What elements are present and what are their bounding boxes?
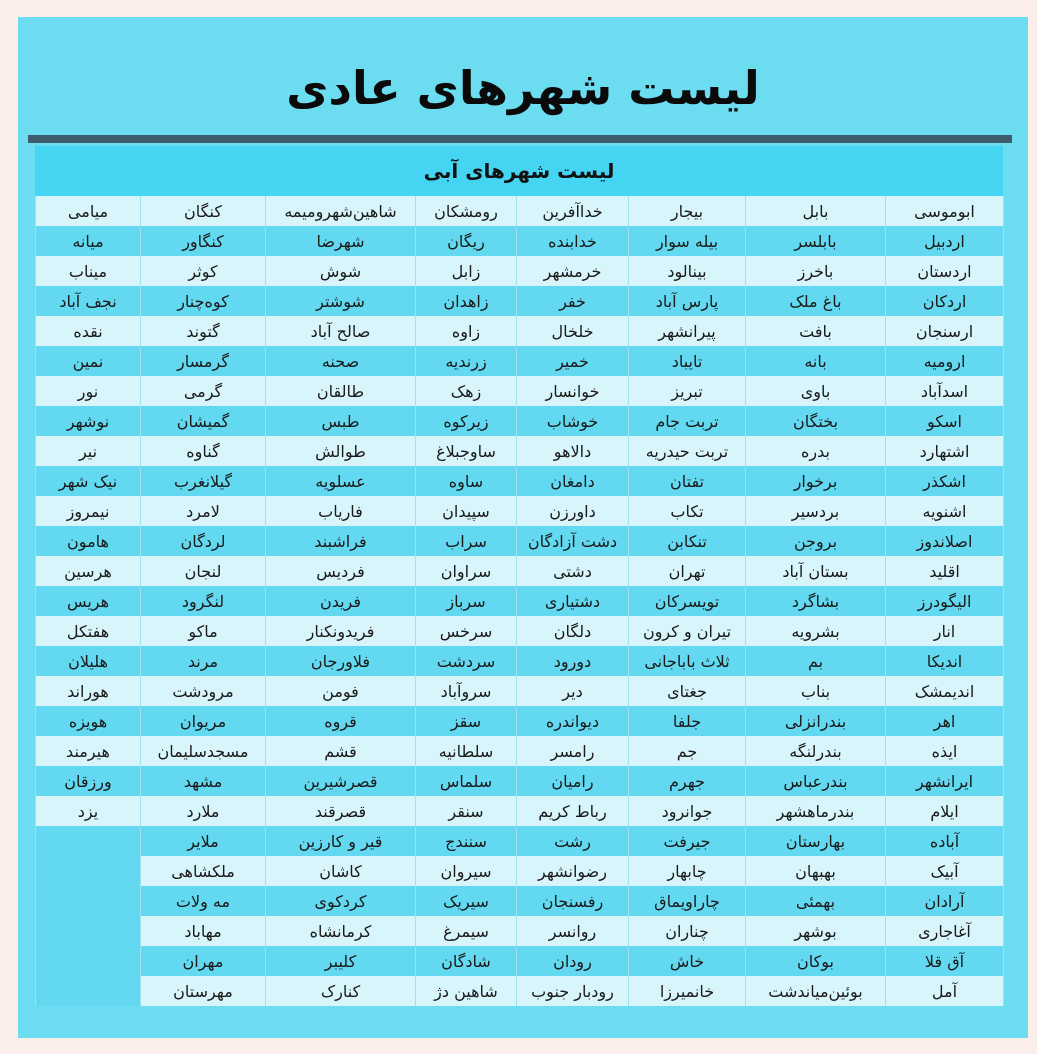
city-cell: شوشتر — [266, 286, 416, 316]
city-cell: رامسر — [517, 736, 629, 766]
city-cell: هامون — [36, 526, 141, 556]
city-cell: بستان آباد — [746, 556, 886, 586]
table-row — [36, 706, 1004, 736]
table-row — [36, 736, 1004, 766]
city-cell: پارس آباد — [629, 286, 746, 316]
city-cell: اسدآباد — [886, 376, 1004, 406]
city-cell: سلماس — [416, 766, 517, 796]
city-cell: فریدن — [266, 586, 416, 616]
city-cell: سیریک — [416, 886, 517, 916]
city-cell: رامیان — [517, 766, 629, 796]
city-cell: طالقان — [266, 376, 416, 406]
city-cell: خلخال — [517, 316, 629, 346]
city-cell: فریدونکنار — [266, 616, 416, 646]
city-cell: ورزقان — [36, 766, 141, 796]
city-cell — [36, 856, 141, 886]
city-cell: آرادان — [886, 886, 1004, 916]
city-cell: سراوان — [416, 556, 517, 586]
city-cell: رودان — [517, 946, 629, 976]
city-cell: دشت آزادگان — [517, 526, 629, 556]
city-cell: رضوانشهر — [517, 856, 629, 886]
city-cell: هیرمند — [36, 736, 141, 766]
city-cell: اقلید — [886, 556, 1004, 586]
table-row — [36, 376, 1004, 406]
table-row — [36, 676, 1004, 706]
city-cell: بشاگرد — [746, 586, 886, 616]
table-row — [36, 856, 1004, 886]
city-cell: هویزه — [36, 706, 141, 736]
city-cell: برخوار — [746, 466, 886, 496]
table-row — [36, 346, 1004, 376]
table-row — [36, 616, 1004, 646]
city-cell: اصلاندوز — [886, 526, 1004, 556]
city-cell: خوشاب — [517, 406, 629, 436]
city-cell: بهمئی — [746, 886, 886, 916]
city-cell: بیجار — [629, 196, 746, 226]
city-cell: ماکو — [141, 616, 266, 646]
city-cell: بندرماهشهر — [746, 796, 886, 826]
city-cell: آغاجاری — [886, 916, 1004, 946]
city-cell: خدابنده — [517, 226, 629, 256]
table-row — [36, 976, 1004, 1006]
city-cell: زهک — [416, 376, 517, 406]
city-cell — [36, 826, 141, 856]
city-cell: دیواندره — [517, 706, 629, 736]
city-cell: انار — [886, 616, 1004, 646]
city-cell: پیرانشهر — [629, 316, 746, 346]
city-cell: تفتان — [629, 466, 746, 496]
city-cell: نجف آباد — [36, 286, 141, 316]
city-cell: بناب — [746, 676, 886, 706]
city-cell: زرندیه — [416, 346, 517, 376]
city-cell: سقز — [416, 706, 517, 736]
city-cell: میانه — [36, 226, 141, 256]
city-cell: نقده — [36, 316, 141, 346]
city-cell: نیر — [36, 436, 141, 466]
table-row — [36, 946, 1004, 976]
city-cell — [36, 976, 141, 1006]
table-row — [36, 916, 1004, 946]
table-row — [36, 196, 1004, 226]
city-cell: قروه — [266, 706, 416, 736]
city-cell: سنقر — [416, 796, 517, 826]
city-cell: جغتای — [629, 676, 746, 706]
city-cell: میامی — [36, 196, 141, 226]
city-cell: چناران — [629, 916, 746, 946]
city-cell: رباط کریم — [517, 796, 629, 826]
city-cell: هوراند — [36, 676, 141, 706]
city-cell: سلطانیه — [416, 736, 517, 766]
city-cell — [36, 946, 141, 976]
city-cell: کنگاور — [141, 226, 266, 256]
city-cell: ابوموسی — [886, 196, 1004, 226]
city-cell: بشرویه — [746, 616, 886, 646]
city-cell: لنجان — [141, 556, 266, 586]
city-cell: سرباز — [416, 586, 517, 616]
table-row — [36, 646, 1004, 676]
city-cell: داورزن — [517, 496, 629, 526]
table-row — [36, 556, 1004, 586]
table-row — [36, 526, 1004, 556]
city-cell: تویسرکان — [629, 586, 746, 616]
city-table-section — [35, 146, 1003, 1006]
city-cell: مهرستان — [141, 976, 266, 1006]
city-cell: مهران — [141, 946, 266, 976]
city-cell: ایذه — [886, 736, 1004, 766]
city-cell: کاشان — [266, 856, 416, 886]
city-cell: گرمی — [141, 376, 266, 406]
city-cell: بوئین‌میاندشت — [746, 976, 886, 1006]
table-row — [36, 886, 1004, 916]
city-cell: جیرفت — [629, 826, 746, 856]
city-cell: ملکشاهی — [141, 856, 266, 886]
city-cell: زابل — [416, 256, 517, 286]
city-cell: مه ولات — [141, 886, 266, 916]
city-cell: ارسنجان — [886, 316, 1004, 346]
table-row — [36, 796, 1004, 826]
city-cell: رفسنجان — [517, 886, 629, 916]
city-cell: ایلام — [886, 796, 1004, 826]
table-title: لیست شهرهای آبی — [35, 146, 1003, 196]
city-cell: فراشبند — [266, 526, 416, 556]
city-cell: صالح آباد — [266, 316, 416, 346]
city-cell: سرخس — [416, 616, 517, 646]
city-cell: اردکان — [886, 286, 1004, 316]
city-cell: باغ ملک — [746, 286, 886, 316]
city-cell: بابل — [746, 196, 886, 226]
city-cell: تربت حیدریه — [629, 436, 746, 466]
city-cell: بختگان — [746, 406, 886, 436]
city-cell: فاریاب — [266, 496, 416, 526]
table-row — [36, 286, 1004, 316]
city-cell: نمین — [36, 346, 141, 376]
city-cell: رومشکان — [416, 196, 517, 226]
city-cell: باخرز — [746, 256, 886, 286]
city-cell: خمیر — [517, 346, 629, 376]
city-cell: سنندج — [416, 826, 517, 856]
city-cell: رودبار جنوب — [517, 976, 629, 1006]
city-cell: جلفا — [629, 706, 746, 736]
city-cell: شوش — [266, 256, 416, 286]
city-cell: آبیک — [886, 856, 1004, 886]
city-cell: اهر — [886, 706, 1004, 736]
city-cell: گیلانغرب — [141, 466, 266, 496]
city-cell: تایباد — [629, 346, 746, 376]
city-cell: ریگان — [416, 226, 517, 256]
city-cell: سپیدان — [416, 496, 517, 526]
city-cell: تربت جام — [629, 406, 746, 436]
city-cell: جهرم — [629, 766, 746, 796]
table-row — [36, 256, 1004, 286]
table-row — [36, 766, 1004, 796]
city-cell: یزد — [36, 796, 141, 826]
city-cell: مسجدسلیمان — [141, 736, 266, 766]
city-cell: لنگرود — [141, 586, 266, 616]
city-cell: لامرد — [141, 496, 266, 526]
city-cell: نیک شهر — [36, 466, 141, 496]
city-cell: سردشت — [416, 646, 517, 676]
city-cell: کوه‌چنار — [141, 286, 266, 316]
city-cell: اردبیل — [886, 226, 1004, 256]
city-cell: خوانسار — [517, 376, 629, 406]
city-cell: شاهین‌شهرومیمه — [266, 196, 416, 226]
city-cell: نوشهر — [36, 406, 141, 436]
city-cell: دامغان — [517, 466, 629, 496]
city-cell: اندیکا — [886, 646, 1004, 676]
city-cell: هفتکل — [36, 616, 141, 646]
city-cell: شاهین دژ — [416, 976, 517, 1006]
city-cell: ساوه — [416, 466, 517, 496]
city-cell: ایرانشهر — [886, 766, 1004, 796]
city-cell: بروجن — [746, 526, 886, 556]
city-cell — [36, 886, 141, 916]
city-cell: چاراویماق — [629, 886, 746, 916]
city-cell: زاوه — [416, 316, 517, 346]
city-cell: خفر — [517, 286, 629, 316]
city-cell: چابهار — [629, 856, 746, 886]
city-cell: بافت — [746, 316, 886, 346]
city-cell: کنارک — [266, 976, 416, 1006]
city-cell: هرسین — [36, 556, 141, 586]
city-cell: زیرکوه — [416, 406, 517, 436]
city-cell: کردکوی — [266, 886, 416, 916]
table-row — [36, 496, 1004, 526]
city-cell: سیروان — [416, 856, 517, 886]
city-cell: ساوجبلاغ — [416, 436, 517, 466]
city-table-body — [36, 196, 1004, 1006]
city-cell: دشتی — [517, 556, 629, 586]
table-row — [36, 826, 1004, 856]
city-cell: تکاب — [629, 496, 746, 526]
city-cell: بم — [746, 646, 886, 676]
city-cell: مرند — [141, 646, 266, 676]
city-cell: ملارد — [141, 796, 266, 826]
city-cell: بندرانزلی — [746, 706, 886, 736]
city-cell: هلیلان — [36, 646, 141, 676]
city-cell — [36, 916, 141, 946]
table-row — [36, 436, 1004, 466]
city-cell: هریس — [36, 586, 141, 616]
city-cell: دیر — [517, 676, 629, 706]
city-cell: خداآفرین — [517, 196, 629, 226]
city-cell: بابلسر — [746, 226, 886, 256]
city-cell: کنگان — [141, 196, 266, 226]
city-cell: عسلویه — [266, 466, 416, 496]
city-cell: بندرعباس — [746, 766, 886, 796]
city-cell: سروآباد — [416, 676, 517, 706]
city-cell: ثلاث باباجانی — [629, 646, 746, 676]
city-cell: فومن — [266, 676, 416, 706]
table-row — [36, 406, 1004, 436]
table-row — [36, 586, 1004, 616]
city-cell: آق قلا — [886, 946, 1004, 976]
city-cell: تنکابن — [629, 526, 746, 556]
city-cell: تیران و کرون — [629, 616, 746, 646]
city-cell: بانه — [746, 346, 886, 376]
city-cell: خانمیرزا — [629, 976, 746, 1006]
city-cell: طوالش — [266, 436, 416, 466]
city-list-card — [18, 17, 1028, 1038]
city-cell: شادگان — [416, 946, 517, 976]
city-cell: مرودشت — [141, 676, 266, 706]
city-cell: جوانرود — [629, 796, 746, 826]
city-table — [35, 196, 1004, 1006]
city-cell: لردگان — [141, 526, 266, 556]
city-cell: بینالود — [629, 256, 746, 286]
city-cell: مهاباد — [141, 916, 266, 946]
city-cell: کرمانشاه — [266, 916, 416, 946]
city-cell: مریوان — [141, 706, 266, 736]
city-cell: گرمسار — [141, 346, 266, 376]
city-cell: آباده — [886, 826, 1004, 856]
table-row — [36, 316, 1004, 346]
city-cell: اسکو — [886, 406, 1004, 436]
city-cell: میناب — [36, 256, 141, 286]
city-cell: نور — [36, 376, 141, 406]
city-cell: بدره — [746, 436, 886, 466]
city-cell: بهبهان — [746, 856, 886, 886]
city-cell: بوکان — [746, 946, 886, 976]
city-cell: بردسیر — [746, 496, 886, 526]
city-cell: اردستان — [886, 256, 1004, 286]
city-cell: اشنویه — [886, 496, 1004, 526]
city-cell: قصرشیرین — [266, 766, 416, 796]
city-cell: دلگان — [517, 616, 629, 646]
city-cell: گتوند — [141, 316, 266, 346]
title-divider — [28, 135, 1012, 143]
city-cell: زاهدان — [416, 286, 517, 316]
city-cell: بهارستان — [746, 826, 886, 856]
city-cell: ملایر — [141, 826, 266, 856]
city-cell: فردیس — [266, 556, 416, 586]
table-row — [36, 466, 1004, 496]
city-cell: شهرضا — [266, 226, 416, 256]
city-cell: ارومیه — [886, 346, 1004, 376]
city-cell: سراب — [416, 526, 517, 556]
city-cell: بندرلنگه — [746, 736, 886, 766]
city-cell: گمیشان — [141, 406, 266, 436]
city-cell: دشتیاری — [517, 586, 629, 616]
city-cell: رشت — [517, 826, 629, 856]
city-cell: خاش — [629, 946, 746, 976]
table-row — [36, 226, 1004, 256]
city-cell: دالاهو — [517, 436, 629, 466]
city-cell: سیمرغ — [416, 916, 517, 946]
city-cell: باوی — [746, 376, 886, 406]
city-cell: صحنه — [266, 346, 416, 376]
city-cell: قشم — [266, 736, 416, 766]
city-cell: کوثر — [141, 256, 266, 286]
city-cell: بیله سوار — [629, 226, 746, 256]
city-cell: طبس — [266, 406, 416, 436]
city-cell: قیر و کارزین — [266, 826, 416, 856]
city-cell: روانسر — [517, 916, 629, 946]
city-cell: دورود — [517, 646, 629, 676]
city-cell: اندیمشک — [886, 676, 1004, 706]
city-cell: کلیبر — [266, 946, 416, 976]
city-cell: جم — [629, 736, 746, 766]
page-title: لیست شهرهای عادی — [286, 61, 760, 115]
city-cell: خرمشهر — [517, 256, 629, 286]
city-cell: الیگودرز — [886, 586, 1004, 616]
city-cell: تهران — [629, 556, 746, 586]
city-cell: اشتهارد — [886, 436, 1004, 466]
city-cell: مشهد — [141, 766, 266, 796]
city-cell: فلاورجان — [266, 646, 416, 676]
city-cell: آمل — [886, 976, 1004, 1006]
city-cell: بوشهر — [746, 916, 886, 946]
city-cell: قصرقند — [266, 796, 416, 826]
city-cell: تبریز — [629, 376, 746, 406]
city-cell: گناوه — [141, 436, 266, 466]
city-cell: اشکذر — [886, 466, 1004, 496]
city-cell: نیمروز — [36, 496, 141, 526]
